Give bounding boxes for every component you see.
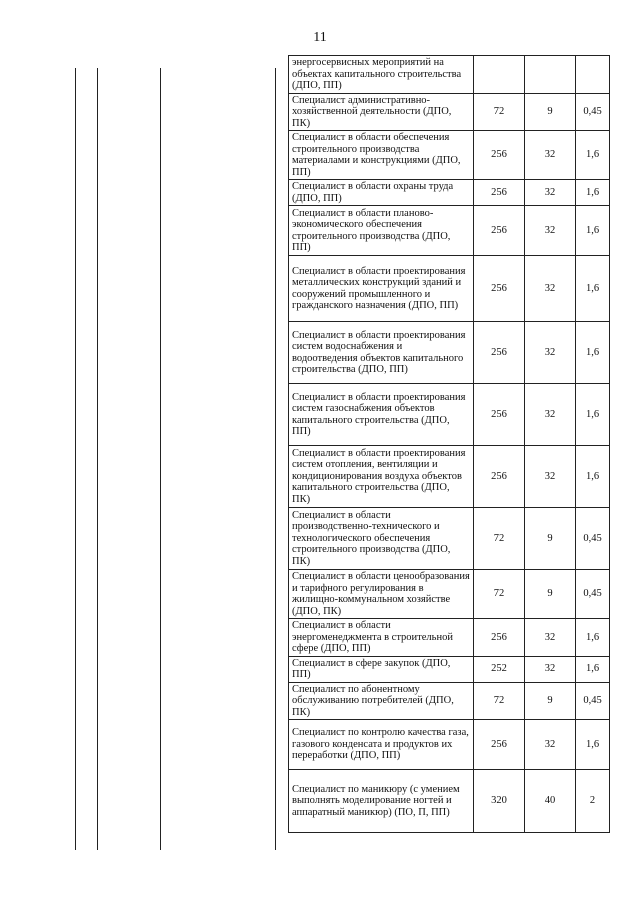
months-cell: 2 bbox=[576, 770, 610, 833]
table-row bbox=[289, 656, 610, 682]
table-row bbox=[289, 720, 610, 770]
table-row bbox=[289, 93, 610, 131]
table-row bbox=[289, 256, 610, 322]
days-cell: 32 bbox=[525, 720, 576, 770]
months-cell: 1,6 bbox=[576, 322, 610, 384]
table-row bbox=[289, 131, 610, 180]
hours-cell: 256 bbox=[474, 180, 525, 206]
course-name-cell: Специалист в области проектирования систем водоснабжения и водоотведения объектов капитального строительства (ДПО, ПП) bbox=[289, 322, 474, 384]
hours-cell: 256 bbox=[474, 384, 525, 446]
days-cell: 9 bbox=[525, 682, 576, 720]
hours-cell: 72 bbox=[474, 682, 525, 720]
days-cell: 9 bbox=[525, 508, 576, 570]
course-name-cell: Специалист в области энергоменеджмента в строительной сфере (ДПО, ПП) bbox=[289, 619, 474, 657]
months-cell: 1,6 bbox=[576, 619, 610, 657]
course-name-cell: Специалист в сфере закупок (ДПО, ПП) bbox=[289, 656, 474, 682]
days-cell: 32 bbox=[525, 384, 576, 446]
days-cell: 9 bbox=[525, 93, 576, 131]
course-name-cell: Специалист по контролю качества газа, газового конденсата и продуктов их переработки (ДПО, ПП) bbox=[289, 720, 474, 770]
column-rule bbox=[160, 68, 161, 850]
column-rule bbox=[97, 68, 98, 850]
course-name-cell: Специалист в области проектирования систем отопления, вентиляции и кондиционирования воздуха объектов капитального строительства (ДПО, ПК) bbox=[289, 446, 474, 508]
course-table-body bbox=[289, 56, 610, 833]
course-name-cell: энергосервисных мероприятий на объектах капитального строительства (ДПО, ПП) bbox=[289, 56, 474, 94]
days-cell: 32 bbox=[525, 131, 576, 180]
days-cell: 32 bbox=[525, 256, 576, 322]
course-name-cell: Специалист в области планово-экономического обеспечения строительного производства (ДПО, ПП) bbox=[289, 206, 474, 256]
months-cell: 0,45 bbox=[576, 508, 610, 570]
days-cell: 32 bbox=[525, 206, 576, 256]
hours-cell bbox=[474, 56, 525, 94]
table-row bbox=[289, 384, 610, 446]
hours-cell: 256 bbox=[474, 619, 525, 657]
course-name-cell: Специалист в области охраны труда (ДПО, ПП) bbox=[289, 180, 474, 206]
page-number: 11 bbox=[313, 30, 327, 45]
table-row bbox=[289, 682, 610, 720]
months-cell: 1,6 bbox=[576, 206, 610, 256]
hours-cell: 256 bbox=[474, 446, 525, 508]
months-cell: 1,6 bbox=[576, 446, 610, 508]
table-row bbox=[289, 180, 610, 206]
days-cell bbox=[525, 56, 576, 94]
table-row bbox=[289, 206, 610, 256]
table-row bbox=[289, 446, 610, 508]
course-name-cell: Специалист в области проектирования систем газоснабжения объектов капитального строительства (ДПО, ПП) bbox=[289, 384, 474, 446]
course-name-cell: Специалист по абонентному обслуживанию потребителей (ДПО, ПК) bbox=[289, 682, 474, 720]
days-cell: 32 bbox=[525, 322, 576, 384]
months-cell bbox=[576, 56, 610, 94]
months-cell: 1,6 bbox=[576, 256, 610, 322]
table-row bbox=[289, 570, 610, 619]
days-cell: 32 bbox=[525, 446, 576, 508]
course-table bbox=[288, 55, 610, 833]
months-cell: 1,6 bbox=[576, 180, 610, 206]
table-row bbox=[289, 508, 610, 570]
column-rule bbox=[75, 68, 76, 850]
days-cell: 32 bbox=[525, 619, 576, 657]
months-cell: 0,45 bbox=[576, 93, 610, 131]
days-cell: 32 bbox=[525, 180, 576, 206]
course-name-cell: Специалист в области ценообразования и тарифного регулирования в жилищно-коммунальном хозяйстве (ДПО, ПК) bbox=[289, 570, 474, 619]
course-name-cell: Специалист в области производственно-технического и технологического обеспечения строительного производства (ДПО, ПК) bbox=[289, 508, 474, 570]
months-cell: 0,45 bbox=[576, 682, 610, 720]
hours-cell: 256 bbox=[474, 256, 525, 322]
table-row bbox=[289, 770, 610, 833]
table-row bbox=[289, 56, 610, 94]
table-row bbox=[289, 322, 610, 384]
hours-cell: 252 bbox=[474, 656, 525, 682]
course-name-cell: Специалист в области проектирования металлических конструкций зданий и сооружений промышленного и гражданского назначения (ДПО, ПП) bbox=[289, 256, 474, 322]
days-cell: 9 bbox=[525, 570, 576, 619]
hours-cell: 72 bbox=[474, 508, 525, 570]
column-rule bbox=[275, 68, 276, 850]
months-cell: 1,6 bbox=[576, 720, 610, 770]
course-name-cell: Специалист в области обеспечения строительного производства материалами и конструкциями (ДПО, ПП) bbox=[289, 131, 474, 180]
months-cell: 1,6 bbox=[576, 131, 610, 180]
months-cell: 1,6 bbox=[576, 656, 610, 682]
hours-cell: 256 bbox=[474, 206, 525, 256]
hours-cell: 256 bbox=[474, 322, 525, 384]
months-cell: 1,6 bbox=[576, 384, 610, 446]
course-name-cell: Специалист административно-хозяйственной деятельности (ДПО, ПК) bbox=[289, 93, 474, 131]
hours-cell: 72 bbox=[474, 570, 525, 619]
hours-cell: 72 bbox=[474, 93, 525, 131]
hours-cell: 320 bbox=[474, 770, 525, 833]
months-cell: 0,45 bbox=[576, 570, 610, 619]
days-cell: 32 bbox=[525, 656, 576, 682]
course-name-cell: Специалист по маникюру (с умением выполнять моделирование ногтей и аппаратный маникюр) (ПО, П, ПП) bbox=[289, 770, 474, 833]
hours-cell: 256 bbox=[474, 720, 525, 770]
table-row bbox=[289, 619, 610, 657]
days-cell: 40 bbox=[525, 770, 576, 833]
hours-cell: 256 bbox=[474, 131, 525, 180]
